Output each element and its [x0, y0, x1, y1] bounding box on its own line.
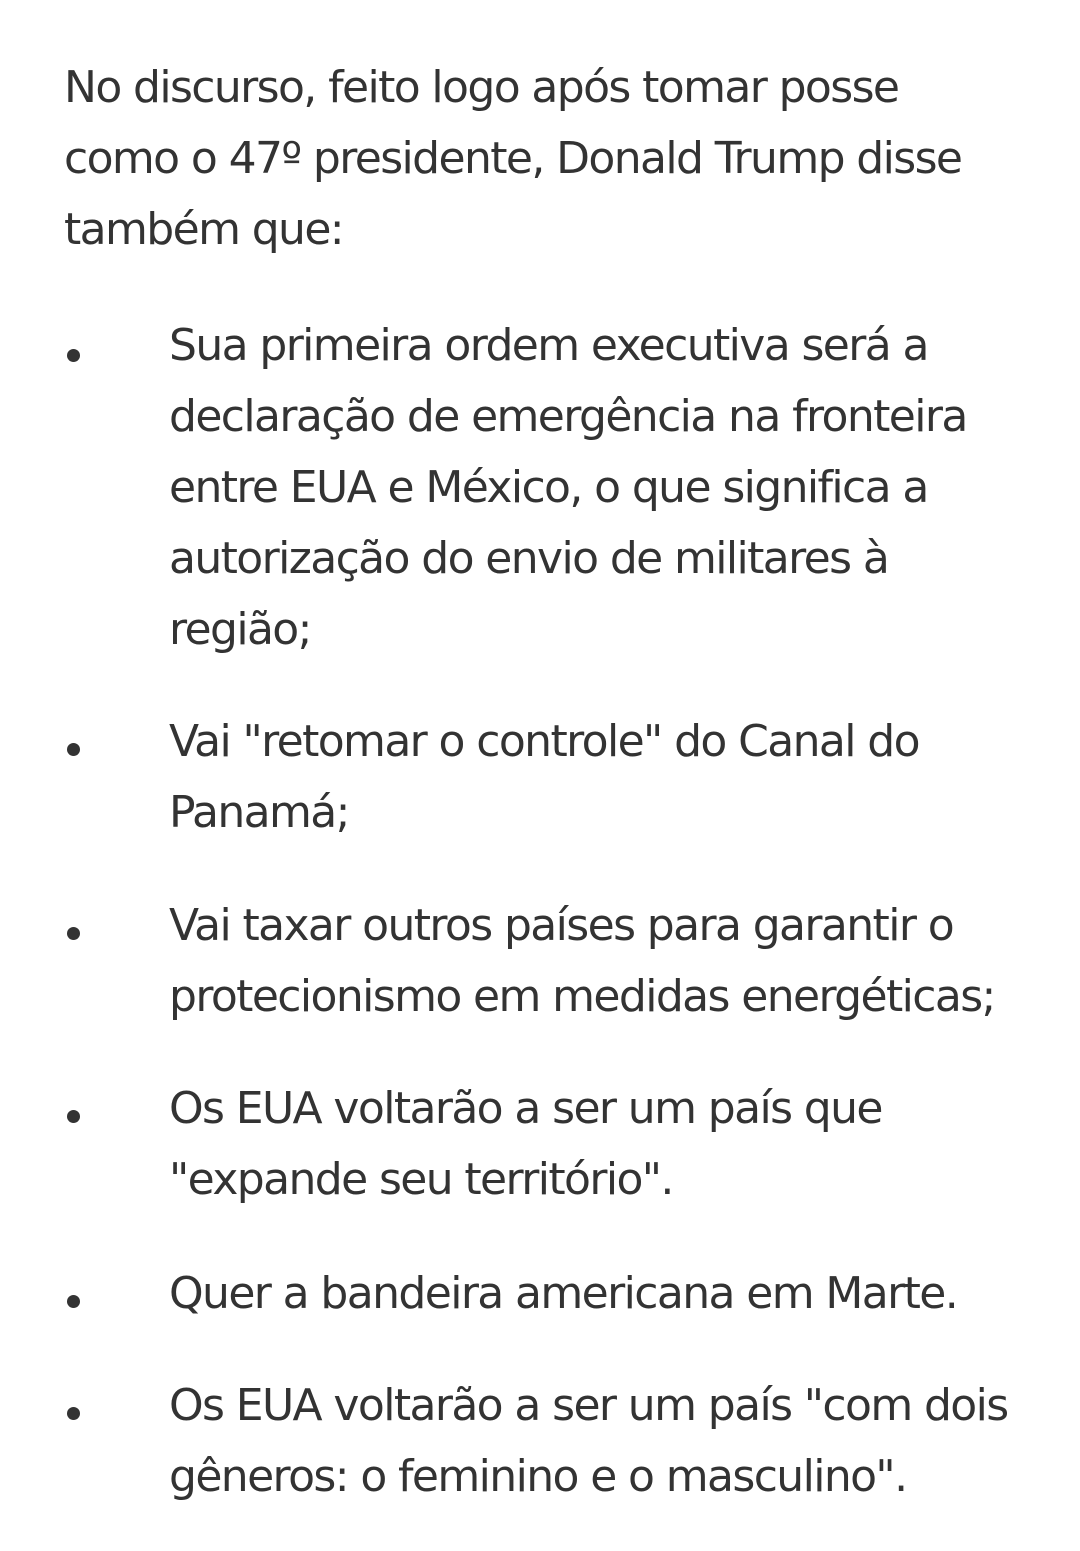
- list-item-text: [169, 706, 1059, 848]
- bullet-icon: [67, 1110, 80, 1123]
- bullet-icon: [67, 927, 80, 940]
- list-item-line: entre EUA e México, o que significa a: [169, 462, 928, 513]
- bullet-icon: [67, 743, 80, 756]
- list-item-line: Os EUA voltarão a ser um país que: [169, 1083, 882, 1134]
- list-item-line: gêneros: o feminino e o masculino".: [169, 1451, 907, 1502]
- bullet-icon: [67, 1407, 80, 1420]
- intro-line: No discurso, feito logo após tomar posse: [64, 62, 899, 113]
- list-item-text: [169, 1258, 1059, 1329]
- list-item-line: Vai taxar outros países para garantir o: [169, 900, 954, 951]
- list-item-line: Vai "retomar o controle" do Canal do: [169, 716, 919, 767]
- list-item-text: [169, 1073, 1059, 1215]
- list-item-line: "expande seu território".: [169, 1154, 673, 1205]
- list-item-text: [169, 890, 1059, 1032]
- intro-line: como o 47º presidente, Donald Trump disse: [64, 133, 962, 184]
- list-item-line: declaração de emergência na fronteira: [169, 391, 967, 442]
- list-item-line: Os EUA voltarão a ser um país "com dois: [169, 1380, 1008, 1431]
- bullet-icon: [67, 1295, 80, 1308]
- list-item-text: [169, 310, 1059, 665]
- intro-line: também que:: [64, 204, 344, 255]
- list-item-line: protecionismo em medidas energéticas;: [169, 971, 995, 1022]
- list-item-line: Panamá;: [169, 787, 349, 838]
- list-item-line: Sua primeira ordem executiva será a: [169, 320, 928, 371]
- list-item-line: Quer a bandeira americana em Marte.: [169, 1268, 958, 1319]
- intro-paragraph: [64, 52, 1024, 265]
- list-item-line: autorização do envio de militares à: [169, 533, 889, 584]
- bullet-icon: [67, 349, 80, 362]
- list-item-text: [169, 1370, 1059, 1512]
- list-item-line: região;: [169, 604, 311, 655]
